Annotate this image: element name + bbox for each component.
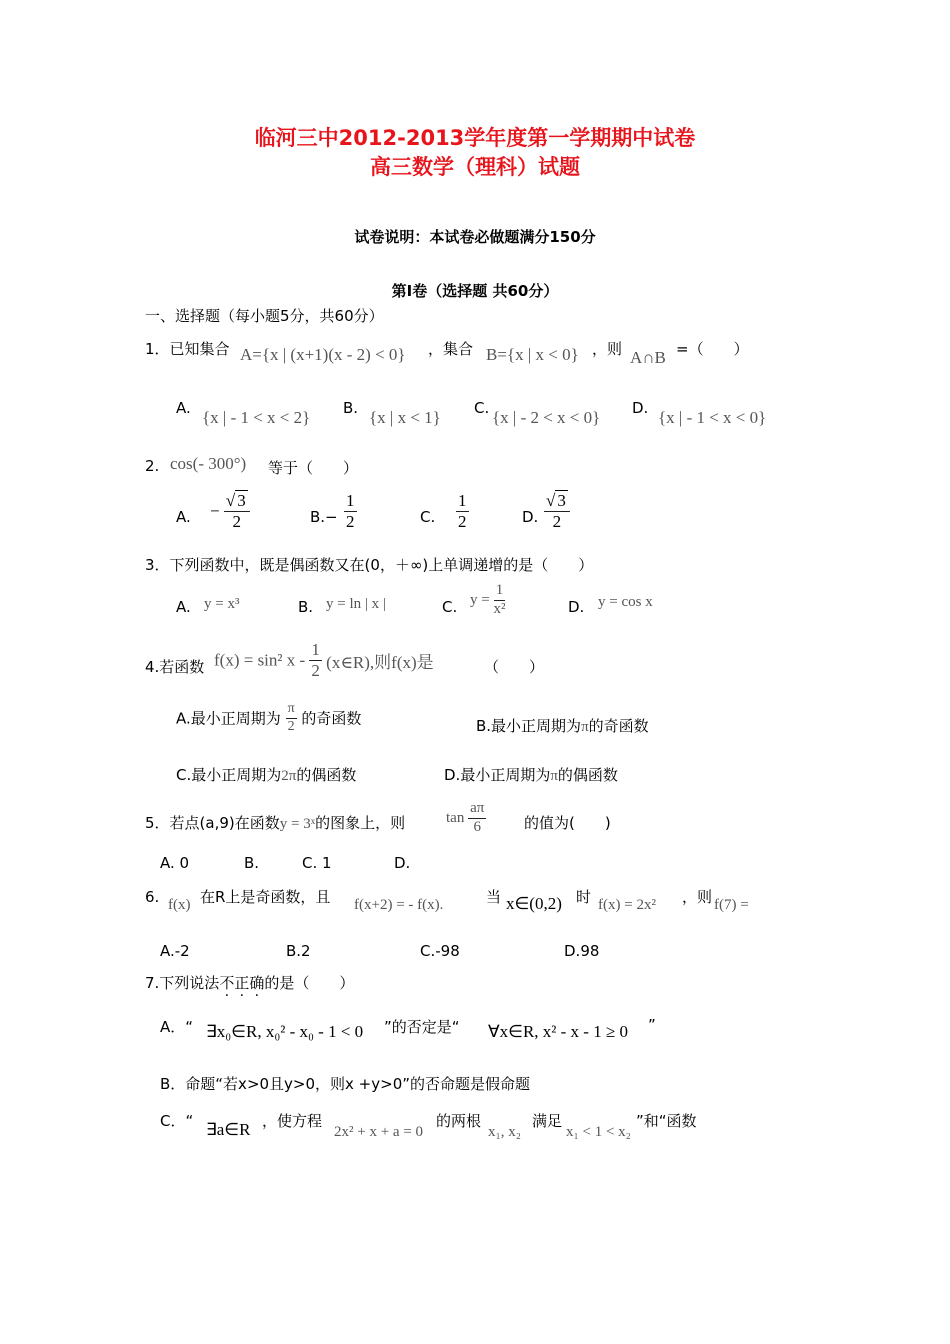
exam-title: 临河三中2012-2013学年度第一学期期中试卷 [254, 126, 696, 150]
q2-stem: 等于（ ） [268, 459, 359, 477]
q2-option-a [210, 492, 250, 531]
q1-option-b: {x | x < 1} [369, 408, 441, 427]
q1-paren: =（ ） [676, 340, 749, 358]
question-1-stem: 1．已知集合 [145, 340, 230, 358]
q3-option-b: y = ln | x | [326, 596, 386, 612]
q7-option-c-exists: ∃a∈R [206, 1120, 251, 1139]
q4-function: f(x) = sin² x - $\frac{1}{2}$ (x∈R),则f(x)是 [214, 640, 434, 680]
exam-instructions: 试卷说明：本试卷必做题满分150分 [354, 228, 596, 246]
q5-option-a: A. 0 [160, 854, 190, 872]
q7-option-c-text-2: 的两根 [436, 1112, 482, 1130]
q6-text-4: ，则 [682, 888, 713, 906]
minus-sign: − [210, 501, 220, 521]
q2-option-d-label: D. [522, 508, 539, 526]
q3-option-b-label: B. [298, 598, 314, 616]
q6-interval: x∈(0,2) [506, 894, 562, 913]
q1-set-a: A={x | (x+1)(x - 2) < 0} [240, 345, 406, 364]
q1-mid-text: ，集合 [428, 340, 474, 358]
q3-option-d: y = cos x [598, 594, 653, 610]
q3-option-a: y = x³ [204, 596, 240, 612]
q1-option-c-label: C. [474, 399, 490, 417]
q6-target: f(7) = [714, 897, 749, 913]
question-6-number: 6. [145, 888, 160, 906]
q1-option-c: {x | - 2 < x < 0} [492, 408, 601, 427]
q7-option-c-inequality: x₁ < 1 < x₂ [566, 1124, 631, 1140]
q7-option-a-end: ” [648, 1016, 656, 1034]
q5-tan-expression: tan $\frac{a\pi}{6}$ [446, 800, 485, 835]
q6-text-2: 当 [486, 888, 502, 906]
q2-expression: cos(- 300°) [170, 454, 247, 473]
q5-option-b: B. [244, 854, 260, 872]
q7-option-a-statement: ∃x₀∈R, x₀² - x₀ - 1 < 0 [206, 1022, 364, 1041]
question-7-stem: 7.下列说法不正确的是（ ） [145, 974, 355, 992]
q3-option-a-label: A. [176, 598, 191, 616]
volume-title: 第Ⅰ卷（选择题 共60分） [391, 282, 559, 300]
q2-option-c-label: C. [420, 508, 436, 526]
q7-option-a-mid: ”的否定是“ [384, 1018, 460, 1036]
q7-option-b: B．命题“若x>0且y>0，则x +y>0”的否命题是假命题 [160, 1075, 531, 1093]
question-5-stem: 5．若点(a,9)在函数y = 3ˣ的图象上，则 [145, 814, 406, 832]
q6-text-1: 在R上是奇函数，且 [200, 888, 331, 906]
q1-set-b: B={x | x < 0} [486, 345, 579, 364]
exam-subtitle: 高三数学（理科）试题 [370, 155, 580, 179]
q7-option-c-text-3: 满足 [532, 1112, 563, 1130]
question-2-number: 2. [145, 457, 160, 475]
q5-option-d: D. [394, 854, 411, 872]
q4-option-b: B.最小正周期为π的奇函数 [476, 717, 649, 735]
q6-condition: f(x+2) = - f(x). [354, 897, 444, 913]
q4-option-a: A.最小正周期为 $\frac{\pi}{2}$ 的奇函数 [176, 701, 362, 734]
q2-option-d: $\frac{√ 3}{2}$ [544, 492, 570, 531]
question-4-stem: 4.若函数 [145, 658, 205, 676]
q4-paren: （ ） [484, 658, 545, 676]
q7-option-a-negation: ∀x∈R, x² - x - 1 ≥ 0 [488, 1022, 629, 1041]
q1-option-a-label: A. [176, 399, 191, 417]
q7-option-c-text-4: ”和“函数 [636, 1112, 697, 1130]
q1-option-d: {x | - 1 < x < 0} [658, 408, 767, 427]
q1-option-a: {x | - 1 < x < 2} [202, 408, 311, 427]
q7-option-c-text-1: ，使方程 [262, 1112, 323, 1130]
q1-option-b-label: B. [343, 399, 359, 417]
q5-end: 的值为( ) [524, 814, 611, 832]
q6-option-d: D.98 [564, 942, 600, 960]
section-title: 一、选择题（每小题5分，共60分） [145, 307, 384, 325]
q2-option-c: $\frac{1}{2}$ [458, 491, 467, 531]
q6-fx: f(x) [168, 897, 191, 913]
q6-option-b: B.2 [286, 942, 311, 960]
q6-option-a: A.-2 [160, 942, 190, 960]
q7-option-c-equation: 2x² + x + a = 0 [334, 1124, 424, 1140]
q7-option-c-label: C．“ [160, 1112, 194, 1130]
q1-end-text: ，则 [592, 340, 623, 358]
q2-option-a-label: A. [176, 508, 191, 526]
fraction: $\frac{√ 3}{2}$ [224, 492, 250, 531]
q6-text-3: 时 [576, 888, 592, 906]
q7-option-a-label: A．“ [160, 1018, 194, 1036]
q3-option-c-label: C. [442, 598, 458, 616]
q4-option-d: D.最小正周期为π的偶函数 [444, 766, 618, 784]
q6-option-c: C.-98 [420, 942, 460, 960]
q2-option-b-label: B.− [310, 508, 338, 526]
q3-option-d-label: D. [568, 598, 585, 616]
q4-option-c: C.最小正周期为2π的偶函数 [176, 766, 357, 784]
q7-option-c-roots: x₁, x₂ [488, 1124, 521, 1140]
q2-option-b: $\frac{1}{2}$ [346, 491, 355, 531]
q3-option-c: y = $\frac{1}{\text{x²}}$ [470, 582, 506, 617]
q5-option-c: C. 1 [302, 854, 332, 872]
q6-definition: f(x) = 2x² [598, 897, 656, 913]
q1-intersection: A∩B [630, 348, 666, 367]
question-3-stem: 3．下列函数中，既是偶函数又在(0，＋∞)上单调递增的是（ ） [145, 556, 594, 574]
q1-option-d-label: D. [632, 399, 649, 417]
